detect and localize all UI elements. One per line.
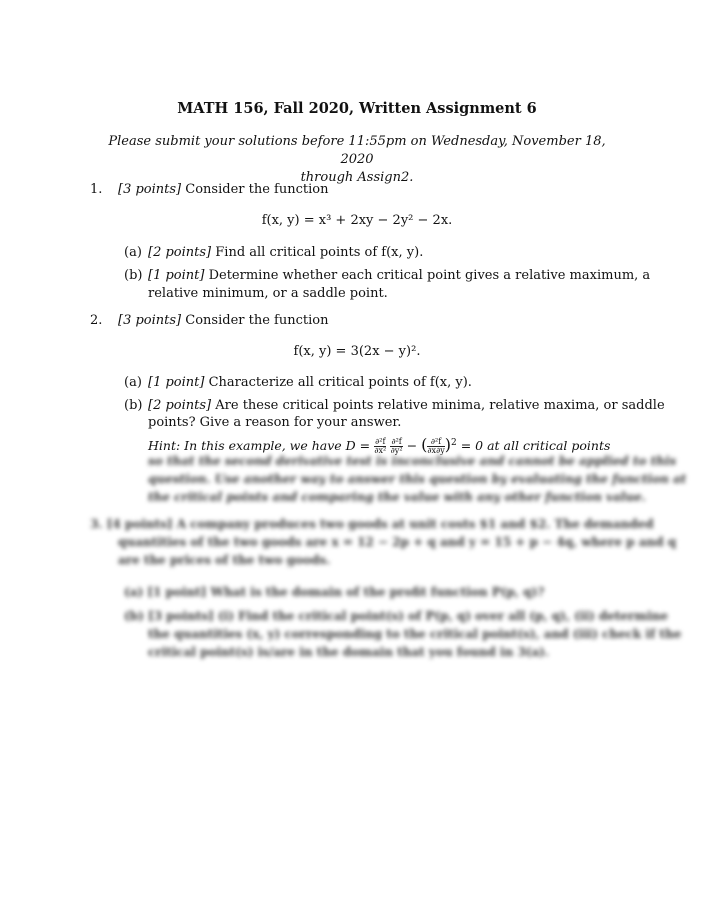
q1-number: 1. <box>90 182 103 197</box>
q1a-line <box>148 244 423 262</box>
q2-equation: f(x, y) = 3(2x − y)². <box>293 344 421 359</box>
q3a-label: (a) <box>124 585 144 599</box>
q1b-text-1: Determine whether each critical point gives a relative maximum, a <box>208 268 651 283</box>
q2b-text-2: points? Give a reason for your answer. <box>148 415 402 430</box>
q1a-points: [2 points] <box>148 245 212 260</box>
q1-intro <box>118 181 328 199</box>
hint-blurred-text <box>148 452 687 506</box>
subtitle-line-2: through Assign2. <box>300 170 414 185</box>
q3-line-2: quantities of the two goods are x = 12 − 2p + q and y = 15 + p − 4q, where p and q <box>118 535 677 549</box>
q2-number: 2. <box>90 313 103 328</box>
q2b-points: [2 points] <box>148 398 212 413</box>
hint-start: Hint: In this example, we have D = <box>148 438 371 454</box>
q2-text: Consider the function <box>185 313 329 328</box>
q1a-text: Find all critical points of f(x, y). <box>215 245 424 260</box>
hint-end: = 0 at all critical points <box>460 438 611 454</box>
q2b-label: (b) <box>124 398 143 413</box>
page-title: MATH 156, Fall 2020, Written Assignment 6 <box>177 100 537 117</box>
q2-points: [3 points] <box>118 313 182 328</box>
q2b-line-1 <box>148 397 665 415</box>
q1a-label: (a) <box>124 245 142 260</box>
q3-line-3: are the prices of the two goods. <box>118 553 331 567</box>
q3-number: 3. <box>90 517 103 531</box>
q1-text: Consider the function <box>185 182 329 197</box>
q1b-line-1 <box>148 267 651 285</box>
q1-equation: f(x, y) = x³ + 2xy − 2y² − 2x. <box>261 213 453 228</box>
q2a-label: (a) <box>124 375 142 390</box>
q3b-line-1: [3 points] (i) Find the critical point(s) of P(p, q) over all (p, q), (ii) determine <box>147 609 668 623</box>
page-subtitle <box>100 133 614 187</box>
hessian-formula: $\frac{\text{∂²f}}{\text{∂x²}}$ $\frac{\text{∂²f}}{\text{∂y²}}$ − ( $\frac{\text{∂²f}}{\partial x\partial y}$ )$^2$ <box>374 435 457 456</box>
q1-points: [3 points] <box>118 182 182 197</box>
q3a-text: [1 point] What is the domain of the profit function P(p, q)? <box>147 585 545 599</box>
q2-intro <box>118 312 328 330</box>
subtitle-line-1: Please submit your solutions before 11:55pm on Wednesday, November 18, 2020 <box>108 134 606 167</box>
q2b-text-1: Are these critical points relative minima, relative maxima, or saddle <box>215 398 665 413</box>
q2a-points: [1 point] <box>148 375 205 390</box>
q2a-line <box>148 374 472 392</box>
hint-blur-line-1: so that the second derivative test is inconclusive and cannot be applied to this <box>148 454 677 468</box>
q3b-line-2: the quantities (x, y) corresponding to the critical point(s), and (iii) check if the <box>148 627 682 641</box>
q3b-label: (b) <box>124 609 144 623</box>
q2a-text: Characterize all critical points of f(x, y). <box>208 375 472 390</box>
q1b-points: [1 point] <box>148 268 205 283</box>
q3-block <box>90 515 682 661</box>
hint-blur-line-3: the critical points and comparing the value with any other function value. <box>148 490 646 504</box>
hint-blur-line-2: question. Use another way to answer this question by evaluating the function at <box>148 472 687 486</box>
q1b-label: (b) <box>124 268 143 283</box>
q3-line-1: [4 points] A company produces two goods at unit costs $1 and $2. The demanded <box>106 517 654 531</box>
q1b-text-2: relative minimum, or a saddle point. <box>148 286 388 301</box>
q3b-line-3: critical point(s) is/are in the domain that you found in 3(a). <box>148 645 550 659</box>
